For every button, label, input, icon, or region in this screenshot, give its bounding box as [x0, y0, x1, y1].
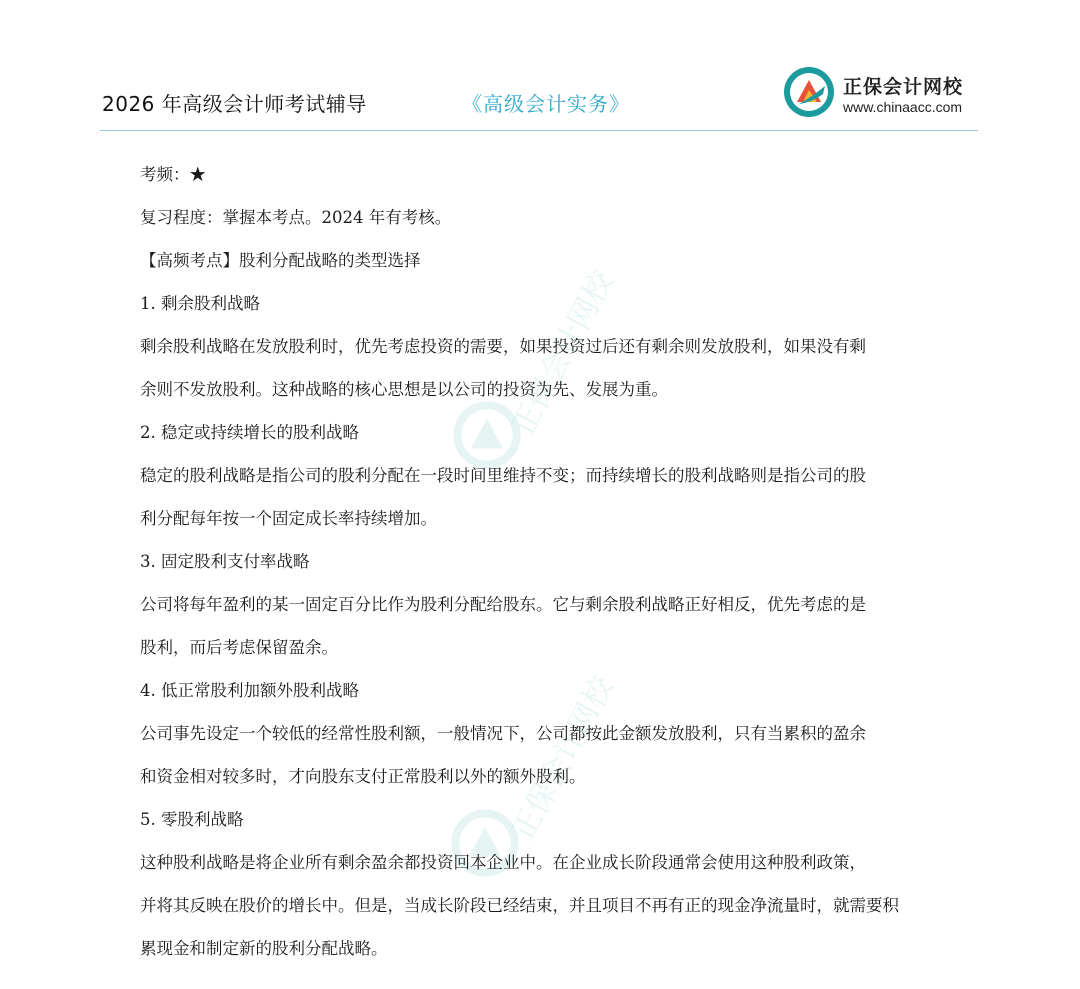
exam-frequency: 考频：★ [140, 165, 206, 184]
topic-heading: 【高频考点】股利分配战略的类型选择 [140, 251, 421, 270]
section-text-line: 和资金相对较多时，才向股东支付正常股利以外的额外股利。 [140, 767, 586, 786]
section-heading: 4. 低正常股利加额外股利战略 [140, 681, 359, 700]
brand-block [783, 66, 983, 122]
section-text-line: 稳定的股利战略是指公司的股利分配在一段时间里维持不变；而持续增长的股利战略则是指公司的股 [140, 466, 866, 485]
section-text-line: 剩余股利战略在发放股利时，优先考虑投资的需要，如果投资过后还有剩余则发放股利，如果没有剩 [140, 337, 866, 356]
section-text-line: 累现金和制定新的股利分配战略。 [140, 939, 388, 958]
course-subject-title: 《高级会计实务》 [462, 92, 630, 116]
section-heading: 1. 剩余股利战略 [140, 294, 260, 313]
section-text-line: 公司将每年盈利的某一固定百分比作为股利分配给股东。它与剩余股利战略正好相反，优先考虑的是 [140, 595, 866, 614]
document-series-title: 2026 年高级会计师考试辅导 [102, 92, 367, 116]
watermark-brand-text: 正保会计网校 [505, 265, 621, 442]
section-text-line: 余则不发放股利。这种战略的核心思想是以公司的投资为先、发展为重。 [140, 380, 668, 399]
section-text-line: 股利，而后考虑保留盈余。 [140, 638, 338, 657]
section-text-line: 并将其反映在股价的增长中。但是，当成长阶段已经结束，并且项目不再有正的现金净流量时，就需要积 [140, 896, 899, 915]
header-divider [100, 130, 978, 131]
brand-logo-icon [783, 66, 835, 118]
brand-name: 正保会计网校 [843, 76, 964, 98]
section-text-line: 利分配每年按一个固定成长率持续增加。 [140, 509, 437, 528]
watermark-brand-text: 正保会计网校 [505, 670, 621, 847]
section-heading: 3. 固定股利支付率战略 [140, 552, 310, 571]
brand-url: www.chinaacc.com [843, 99, 963, 115]
section-text-line: 这种股利战略是将企业所有剩余盈余都投资回本企业中。在企业成长阶段通常会使用这种股利政策， [140, 853, 866, 872]
review-level: 复习程度：掌握本考点。2024 年有考核。 [140, 208, 452, 227]
section-text-line: 公司事先设定一个较低的经常性股利额，一般情况下，公司都按此金额发放股利，只有当累积的盈余 [140, 724, 866, 743]
section-heading: 2. 稳定或持续增长的股利战略 [140, 423, 359, 442]
section-heading: 5. 零股利战略 [140, 810, 244, 829]
